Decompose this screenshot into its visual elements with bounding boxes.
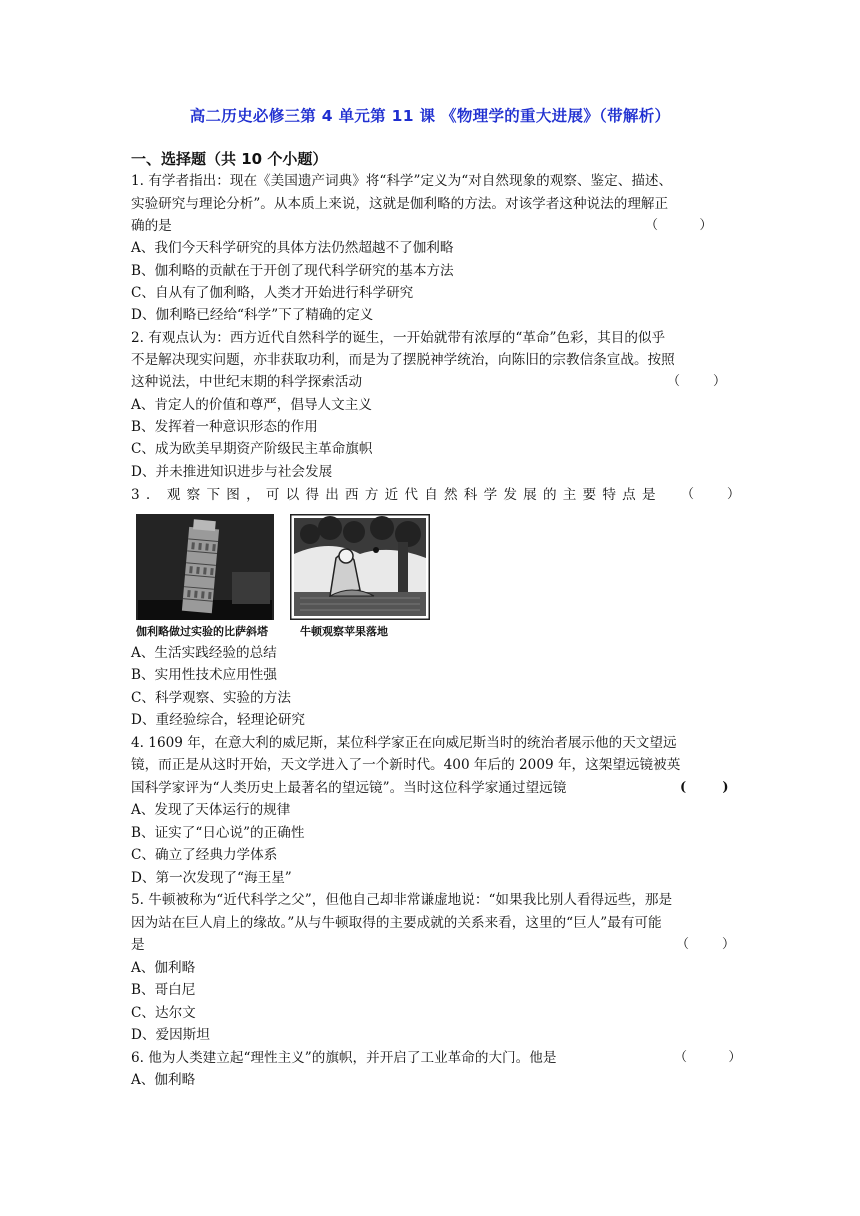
q6-option-a: A、伽利略	[131, 1072, 196, 1088]
q6-line-1: 6. 他为人类建立起“理性主义”的旗帜，并开启了工业革命的大门。他是	[131, 1050, 557, 1066]
q1-answer-paren: （ ）	[645, 218, 713, 233]
q2-line-2: 不是解决现实问题，亦非获取功利，而是为了摆脱神学统治，向陈旧的宗教信条宣战。按照	[131, 352, 675, 368]
q2-answer-paren: （ ）	[667, 374, 727, 389]
q1-option-b: B、伽利略的贡献在于开创了现代科学研究的基本方法	[131, 263, 454, 279]
q3-line-1: 3. 观察下图，可以得出西方近代自然科学发展的主要特点是	[131, 487, 662, 503]
section-heading: 一、选择题（共 10 个小题）	[131, 150, 328, 168]
q3-answer-paren: （ ）	[681, 487, 741, 502]
document-title: 高二历史必修三第 4 单元第 11 课 《物理学的重大进展》（带解析）	[189, 107, 671, 125]
q4-option-b: B、证实了“日心说”的正确性	[131, 825, 305, 841]
q2-line-3: 这种说法，中世纪末期的科学探索活动	[131, 374, 363, 390]
caption-pisa-tower: 伽利略做过实验的比萨斜塔	[136, 625, 268, 638]
q2-option-a: A、肯定人的价值和尊严，倡导人文主义	[131, 397, 372, 413]
q5-option-b: B、哥白尼	[131, 982, 196, 998]
q5-option-a: A、伽利略	[131, 960, 196, 976]
q1-line-2: 实验研究与理论分析”。从本质上来说，这就是伽利略的方法。对该学者这种说法的理解正	[131, 196, 669, 212]
q4-option-a: A、发现了天体运行的规律	[131, 802, 291, 818]
q4-line-3: 国科学家评为“人类历史上最著名的望远镜”。当时这位科学家通过望远镜	[131, 780, 567, 796]
q5-line-1: 5. 牛顿被称为“近代科学之父”，但他自己却非常谦虚地说：“如果我比别人看得远些，那是	[131, 892, 673, 908]
q4-answer-paren: ( )	[680, 780, 729, 795]
newton-apple-image	[290, 514, 430, 620]
figure-pisa-tower	[136, 514, 274, 620]
q5-line-3: 是	[131, 937, 145, 953]
q3-option-b: B、实用性技术应用性强	[131, 667, 277, 683]
q5-line-2: 因为站在巨人肩上的缘故。”从与牛顿取得的主要成就的关系来看，这里的“巨人”最有可能	[131, 915, 662, 931]
q3-option-a: A、生活实践经验的总结	[131, 645, 277, 661]
q1-option-c: C、自从有了伽利略，人类才开始进行科学研究	[131, 285, 414, 301]
pisa-tower-image	[136, 514, 274, 620]
q4-line-1: 4. 1609 年，在意大利的威尼斯，某位科学家正在向威尼斯当时的统治者展示他的天文望远	[131, 735, 677, 751]
q2-option-c: C、成为欧美早期资产阶级民主革命旗帜	[131, 441, 373, 457]
q5-answer-paren: （ ）	[676, 937, 736, 952]
q1-option-a: A、我们今天科学研究的具体方法仍然超越不了伽利略	[131, 240, 454, 256]
q4-line-2: 镜，而正是从这时开始，天文学进入了一个新时代。400 年后的 2009 年，这架望远镜被英	[131, 757, 681, 773]
q2-option-b: B、发挥着一种意识形态的作用	[131, 419, 318, 435]
q1-line-1: 1. 有学者指出：现在《美国遗产词典》将“科学”定义为“对自然现象的观察、鉴定、描述、	[131, 173, 673, 189]
q2-line-1: 2. 有观点认为：西方近代自然科学的诞生，一开始就带有浓厚的“革命”色彩，其目的似乎	[131, 330, 666, 346]
caption-newton-apple: 牛顿观察苹果落地	[300, 625, 388, 638]
q6-answer-paren: （ ）	[674, 1050, 742, 1065]
figure-newton-apple	[290, 514, 430, 620]
q2-option-d: D、并未推进知识进步与社会发展	[131, 464, 333, 480]
q3-option-d: D、重经验综合，轻理论研究	[131, 712, 306, 728]
q5-option-c: C、达尔文	[131, 1005, 196, 1021]
q4-option-d: D、第一次发现了“海王星”	[131, 870, 292, 886]
q3-option-c: C、科学观察、实验的方法	[131, 690, 291, 706]
q4-option-c: C、确立了经典力学体系	[131, 847, 278, 863]
q1-option-d: D、伽利略已经给“科学”下了精确的定义	[131, 307, 374, 323]
q1-line-3: 确的是	[131, 218, 172, 234]
q5-option-d: D、爱因斯坦	[131, 1027, 210, 1043]
